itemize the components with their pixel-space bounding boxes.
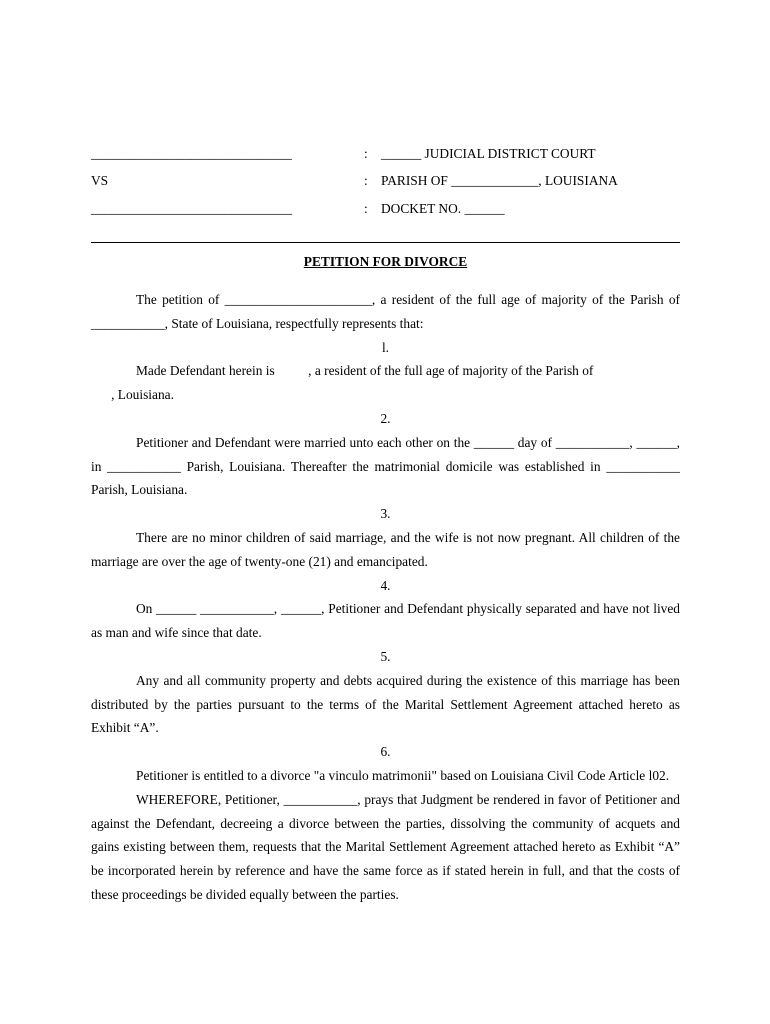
caption-divider bbox=[91, 242, 680, 243]
section-number-6: 6. bbox=[380, 744, 391, 760]
section-5-paragraph: Any and all community property and debts acquired during the existence of this marriage has been distributed by the parties pursuant to the terms of the Marital Settlement Agreement attached hereto as Exhibit “A”. bbox=[91, 672, 680, 736]
section-number-4: 4. bbox=[380, 577, 391, 593]
docket-number: DOCKET NO. ______ bbox=[381, 201, 505, 216]
section-number-2: 2. bbox=[380, 410, 391, 426]
plaintiff-blank: ______________________________ bbox=[91, 146, 292, 161]
caption-colon: : bbox=[364, 201, 368, 216]
section-4-paragraph: On ______ ___________, ______, Petitioner and Defendant physically separated and have not lived as man and wife since that date. bbox=[91, 601, 680, 641]
section-number-5: 5. bbox=[380, 648, 391, 664]
caption-colon: : bbox=[364, 146, 368, 161]
section-1-paragraph: Made Defendant herein is , a resident of the full age of majority of the Parish of bbox=[136, 363, 594, 379]
court-name: ______ JUDICIAL DISTRICT COURT bbox=[381, 146, 596, 161]
intro-paragraph: The petition of ______________________, a resident of the full age of majority of the Parish of ___________, State of Louisiana, respectfully represents that: bbox=[91, 292, 680, 331]
section-2-paragraph: Petitioner and Defendant were married unto each other on the ______ day of ___________, ______, in ___________ Parish, Louisiana. Thereafter the matrimonial domicile was established in ___________ Parish, Louisiana. bbox=[91, 434, 680, 498]
section-1-paragraph-cont: , Louisiana. bbox=[91, 387, 174, 403]
caption-row-docket bbox=[91, 200, 681, 218]
caption-row-court bbox=[91, 145, 681, 163]
petition-body bbox=[91, 288, 680, 907]
wherefore-paragraph: WHEREFORE, Petitioner, ___________, prays that Judgment be rendered in favor of Petitioner and against the Defendant, decreeing a divorce between the parties, dissolving the community of acquets and gains existing between them, requests that the Marital Settlement Agreement attached hereto as Exhibit “A” be incorporated herein by reference and have the same force as if stated herein in full, and that the costs of these proceedings be divided equally between the parties. bbox=[91, 791, 680, 902]
caption-colon: : bbox=[364, 173, 368, 188]
defendant-blank: ______________________________ bbox=[91, 201, 292, 216]
parish-line: PARISH OF _____________, LOUISIANA bbox=[381, 173, 618, 188]
section-number-1: l. bbox=[381, 339, 390, 355]
section-3-paragraph: There are no minor children of said marriage, and the wife is not now pregnant. All children of the marriage are over the age of twenty-one (21) and emancipated. bbox=[91, 529, 680, 569]
document-title: PETITION FOR DIVORCE bbox=[303, 254, 468, 269]
versus-label: VS bbox=[91, 173, 109, 188]
section-number-3: 3. bbox=[380, 506, 391, 522]
caption-row-parish bbox=[91, 172, 681, 190]
section-6-paragraph: Petitioner is entitled to a divorce "a vinculo matrimonii" based on Louisiana Civil Code Article l02. bbox=[136, 767, 670, 783]
